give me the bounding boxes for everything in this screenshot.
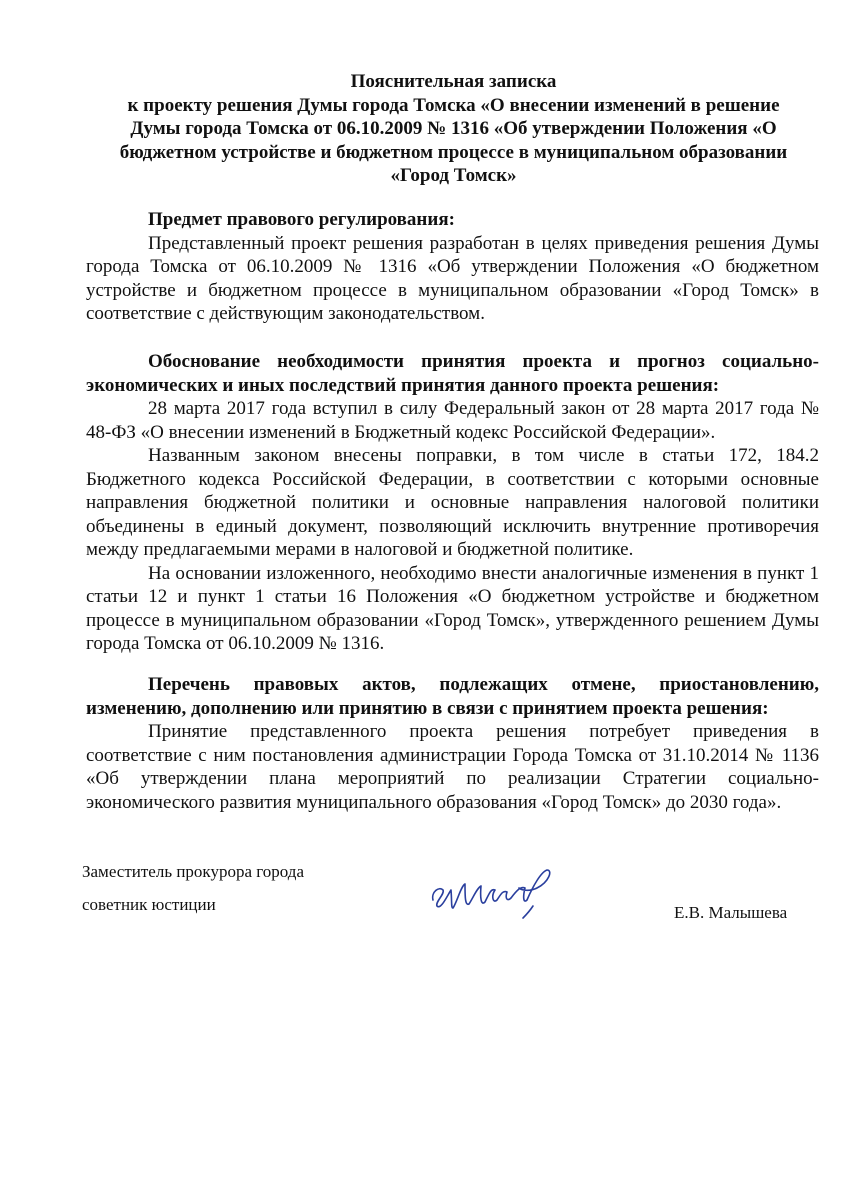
title-line-1: Пояснительная записка (350, 71, 557, 92)
handwritten-signature (425, 862, 565, 922)
document-title (86, 70, 821, 188)
title-line-4: бюджетном устройстве и бюджетном процессе в муниципальном образовании (119, 141, 788, 163)
section-legal-acts-list (86, 673, 819, 814)
title-line-5: «Город Томск» (390, 165, 517, 186)
section-heading: Перечень правовых актов, подлежащих отмене, приостановлению, изменению, дополнению или принятию в связи с принятием проекта решения: (86, 674, 819, 719)
paragraph: Принятие представленного проекта решения потребует приведения в соответствие с ним постановления администрации Города Томска от 31.10.2014 № 1136 «Об утверждении плана мероприятий по реализации Стратегии социально-экономического развития муниципального образования «Город Томск» до 2030 года». (86, 721, 819, 813)
section-heading: Обоснование необходимости принятия проекта и прогноз социально-экономических и иных последствий принятия данного проекта решения: (86, 351, 819, 396)
signer-name: Е.В. Малышева (674, 903, 788, 922)
signer-position-line-1: Заместитель прокурора города (82, 862, 304, 881)
section-justification (86, 350, 819, 656)
paragraph: Представленный проект решения разработан в целях приведения решения Думы города Томска от 06.10.2009 № 1316 «Об утверждении Положения «О бюджетном устройстве и бюджетном процессе в муниципальном образовании «Город Томск» в соответствие с действующим законодательством. (86, 232, 819, 324)
paragraph: 28 марта 2017 года вступил в силу Федеральный закон от 28 марта 2017 года № 48-ФЗ «О внесении изменений в Бюджетный кодекс Российской Федерации». (86, 398, 819, 443)
section-regulation-subject (86, 208, 819, 326)
signer-position-line-2: советник юстиции (82, 895, 216, 914)
title-line-2: к проекту решения Думы города Томска «О внесении изменений в решение (127, 94, 780, 116)
title-line-3: Думы города Томска от 06.10.2009 № 1316 «Об утверждении Положения «О (130, 118, 777, 139)
paragraph: Названным законом внесены поправки, в том числе в статьи 172, 184.2 Бюджетного кодекса Российской Федерации, в соответствии с которыми основные направления бюджетной политики и основные направления налоговой политики объединены в единый документ, позволяющий исключить внутренние противоречия между предлагаемыми мерами в налоговой и бюджетной политике. (86, 445, 819, 560)
paragraph: На основании изложенного, необходимо внести аналогичные изменения в пункт 1 статьи 12 и пункт 1 статьи 16 Положения «О бюджетном устройстве и бюджетном процессе в муниципальном образовании «Город Томск», утвержденного решением Думы города Томска от 06.10.2009 № 1316. (86, 562, 819, 654)
section-heading: Предмет правового регулирования: (148, 209, 455, 230)
